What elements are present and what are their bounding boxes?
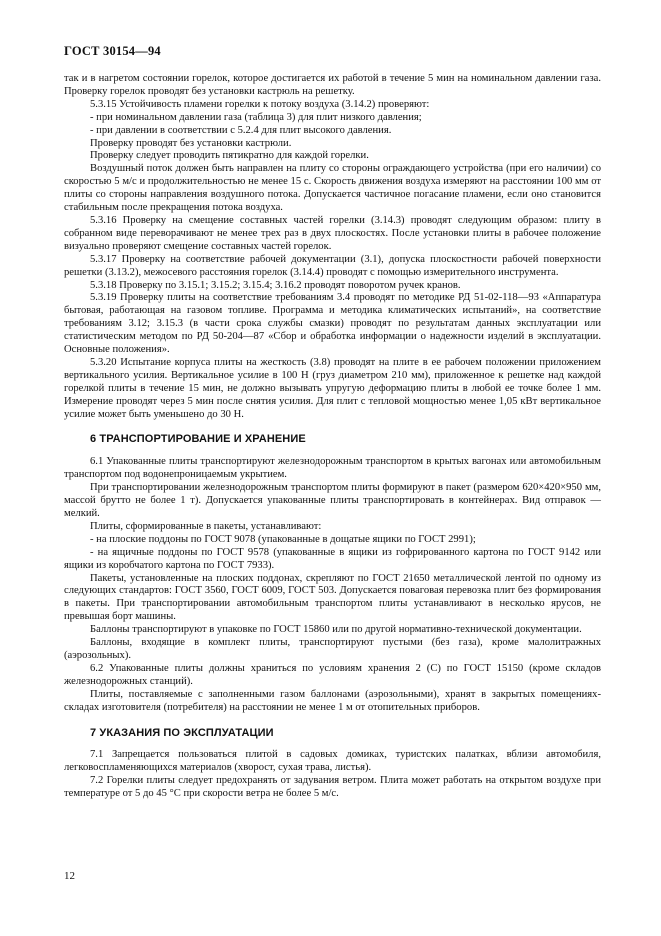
paragraph: 5.3.15 Устойчивость пламени горелки к потоку воздуха (3.14.2) проверяют:: [90, 98, 430, 110]
paragraph: 5.3.17 Проверку на соответствие рабочей документации (3.1), допуска плоскостности рабочей поверхности решетки (3.13.2), межосевого расстояния горелок (3.14.4) проводят с помощью измерительного инструмента.: [64, 253, 601, 278]
paragraph: 5.3.20 Испытание корпуса плиты на жесткость (3.8) проводят на плите в ее рабочем положении приложением вертикального усилия. Вертикальное усилие в 100 Н (груз диаметром 210 мм), приложенное к решетке над каждой горелкой плиты в течение 15 мин, не должно вызывать упругую деформацию плиты в любой ее точке более 1 мм. Измерение проводят через 5 мин после снятия усилия. Для плит с тепловой мощностью менее 1,05 кВт вертикальное усилие может быть уменьшено до 30 Н.: [64, 356, 601, 420]
paragraph: Баллоны транспортируют в упаковке по ГОСТ 15860 или по другой нормативно-технической документации.: [90, 624, 582, 636]
paragraph: При транспортировании железнодорожным транспортом плиты формируют в пакет (размером 620×420×950 мм, массой брутто не более 1 т). Допускается упакованные плиты транспортировать в контейнерах. Вид отправок — мелкий.: [64, 482, 601, 519]
paragraph: 5.3.19 Проверку плиты на соответствие требованиям 3.4 проводят по методике РД 51-02-118—93 «Аппаратура бытовая, работающая на газовом топливе. Программа и методика климатических испытаний», на соответствие требованиям 3.12; 3.15.3 (в части срока службы смазки) проводят по результатам данных эксплуатации или статистическим методом по РД 50-204—87 «Сбор и обработка информации о надежности изделий в эксплуатации. Основные положения».: [64, 292, 601, 356]
paragraph: 6.1 Упакованные плиты транспортируют железнодорожным транспортом в крытых вагонах или автомобильным транспортом под водонепроницаемым укрытием.: [64, 456, 601, 481]
paragraph: Плиты, поставляемые с заполненными газом баллонами (аэрозольными), хранят в закрытых помещениях-складах изготовителя (потребителя) на расстоянии не менее 1 м от отопительных приборов.: [64, 688, 601, 713]
list-item: - при номинальном давлении газа (таблица 3) для плит низкого давления;: [90, 111, 422, 123]
document-body: [64, 73, 601, 801]
paragraph: 5.3.16 Проверку на смещение составных частей горелки (3.14.3) проводят следующим образом: плиту в собранном виде переворачивают не менее трех раз в двух плоскостях. После установки плиты в рабочее положение визуально проверяют смещение составных частей горелок.: [64, 214, 601, 252]
list-item: - при давлении в соответствии с 5.2.4 для плит высокого давления.: [90, 124, 392, 136]
paragraph: Воздушный поток должен быть направлен на плиту со стороны ограждающего устройства (при его наличии) со скоростью 5 м/с и продолжительностью не менее 15 с. Скорость движения воздуха измеряют на расстоянии 100 мм от плиты со стороны направления воздушного потока. Допускается частичное погасание пламени, если оно становится стабильным после прекращения потока воздуха.: [64, 163, 601, 214]
paragraph: Плиты, сформированные в пакеты, устанавливают:: [90, 520, 322, 532]
paragraph: 6.2 Упакованные плиты должны храниться по условиям хранения 2 (С) по ГОСТ 15150 (кроме складов железнодорожных станций).: [64, 662, 601, 687]
document-header: ГОСТ 30154—94: [64, 44, 161, 58]
section-heading-transport: 6 ТРАНСПОРТИРОВАНИЕ И ХРАНЕНИЕ: [90, 433, 306, 446]
paragraph: 7.1 Запрещается пользоваться плитой в садовых домиках, туристских палатках, вблизи автомобиля, легковоспламеняющихся материалов (хворост, сухая трава, листья).: [64, 749, 601, 774]
list-item: - на ящичные поддоны по ГОСТ 9578 (упакованные в ящики из гофрированного картона по ГОСТ 9142 или ящики из коробчатого картона по ГОСТ 7933).: [64, 546, 601, 571]
paragraph: Проверку проводят без установки кастрюли.: [90, 137, 292, 149]
page-number: 12: [64, 870, 75, 882]
paragraph: так и в нагретом состоянии горелок, которое достигается их работой в течение 5 мин на номинальном давлении газа. Проверку горелок проводят без установки кастрюль на решетку.: [64, 73, 601, 97]
paragraph: Пакеты, установленные на плоских поддонах, скрепляют по ГОСТ 21650 металлической лентой по одному из следующих стандартов: ГОСТ 3560, ГОСТ 6009, ГОСТ 503. Допускается поваговая перевозка плит без формирования в пакеты. При транспортировании автомобильным транспортом плиты устанавливают в несколько ярусов, не превышая борт машины.: [64, 572, 601, 623]
paragraph: 7.2 Горелки плиты следует предохранять от задувания ветром. Плита может работать на открытом воздухе при температуре от 5 до 45 °С при скорости ветра не более 5 м/с.: [64, 775, 601, 800]
paragraph: Баллоны, входящие в комплект плиты, транспортируют пустыми (без газа), кроме малолитражных (аэрозольных).: [64, 637, 601, 661]
paragraph: Проверку следует проводить пятикратно для каждой горелки.: [90, 150, 369, 162]
section-heading-operation: 7 УКАЗАНИЯ ПО ЭКСПЛУАТАЦИИ: [90, 726, 274, 739]
list-item: - на плоские поддоны по ГОСТ 9078 (упакованные в дощатые ящики по ГОСТ 2991);: [90, 533, 476, 545]
paragraph: 5.3.18 Проверку по 3.15.1; 3.15.2; 3.15.4; 3.16.2 проводят поворотом ручек кранов.: [90, 279, 461, 291]
